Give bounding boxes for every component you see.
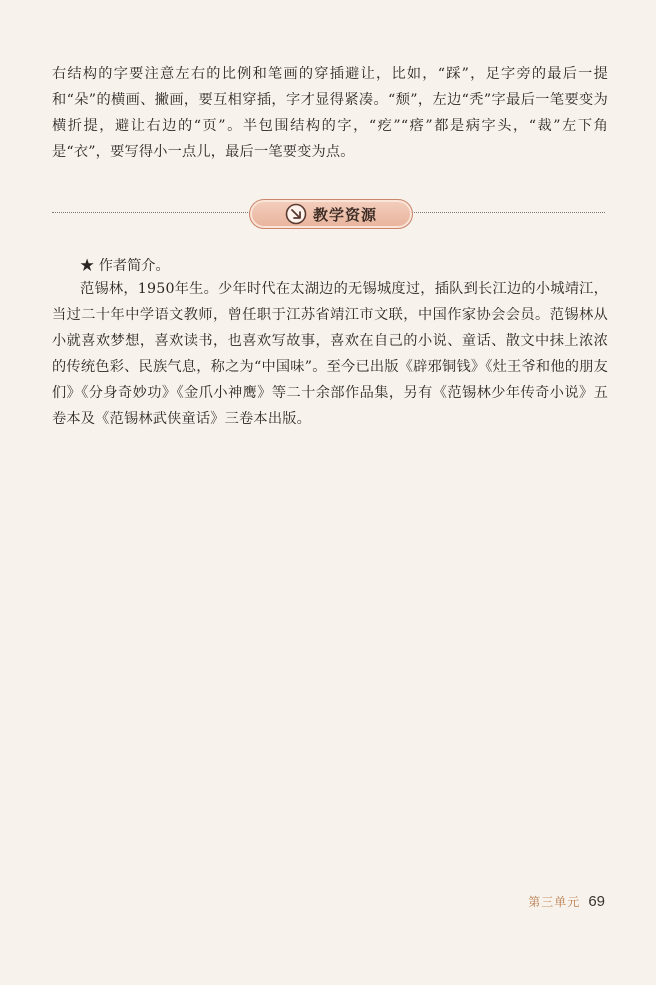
page-footer bbox=[528, 893, 605, 910]
arrow-down-right-circle-icon bbox=[285, 203, 307, 225]
section-divider-right bbox=[412, 212, 605, 213]
author-bio-paragraph: 范锡林，1950年生。少年时代在太湖边的无锡城度过，插队到长江边的小城靖江，当过二十年中学语文教师，曾任职于江苏省靖江市文联，中国作家协会会员。范锡林从小就喜欢梦想，喜欢读书，也喜欢写故事，喜欢在自己的小说、童话、散文中抹上浓浓的传统色彩、民族气息，称之为“中国味”。至今已出版《辟邪铜钱》《灶王爷和他的朋友们》《分身奇妙功》《金爪小神鹰》等二十余部作品集，另有《范锡林少年传奇小说》五卷本及《范锡林武侠童话》三卷本出版。 bbox=[52, 281, 608, 427]
section-title: 教学资源 bbox=[312, 205, 377, 224]
page-number: 69 bbox=[588, 893, 605, 910]
author-intro-heading: ★ 作者简介。 bbox=[80, 258, 170, 274]
unit-label: 第三单元 bbox=[528, 895, 581, 909]
intro-paragraph: 右结构的字要注意左右的比例和笔画的穿插避让，比如，“踩”，足字旁的最后一提和“朵”的横画、撇画，要互相穿插，字才显得紧凑。“颓”，左边“秃”字最后一笔要变为横折提，避让右边的“页”。半包围结构的字，“疙”“瘩”都是病字头，“裁”左下角是“衣”，要写得小一点儿，最后一笔要变为点。 bbox=[52, 66, 608, 160]
section-divider-left bbox=[52, 212, 250, 213]
section-badge bbox=[249, 199, 413, 229]
